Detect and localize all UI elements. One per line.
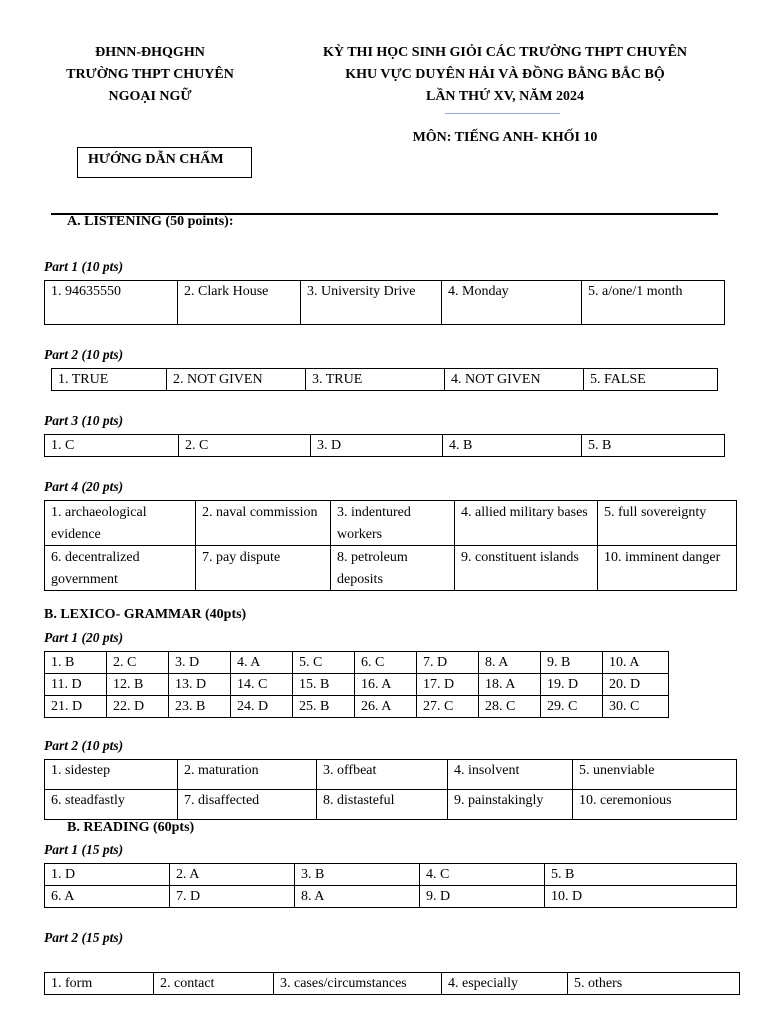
answer-cell: 4. especially xyxy=(442,973,568,995)
table-row xyxy=(45,501,737,546)
answer-cell: 2. C xyxy=(179,435,311,457)
listening-part2-title: Part 2 (10 pts) xyxy=(44,347,124,362)
answer-cell: 3. D xyxy=(169,652,231,674)
answer-cell: 5. full sovereignty xyxy=(598,501,737,546)
header-divider xyxy=(445,113,560,114)
answer-cell: 16. A xyxy=(355,674,417,696)
listening-part2-table xyxy=(51,368,718,391)
answer-cell: 1. TRUE xyxy=(52,369,167,391)
answer-cell: 7. pay dispute xyxy=(196,546,331,591)
lexico-part2-table xyxy=(44,759,737,820)
answer-cell: 30. C xyxy=(603,696,669,718)
table-row xyxy=(45,674,669,696)
answer-cell: 12. B xyxy=(107,674,169,696)
answer-cell: 4. A xyxy=(231,652,293,674)
answer-cell: 4. allied military bases xyxy=(455,501,598,546)
answer-cell: 25. B xyxy=(293,696,355,718)
answer-cell: 8. A xyxy=(295,886,420,908)
answer-cell: 27. C xyxy=(417,696,479,718)
answer-cell: 3. offbeat xyxy=(317,760,448,790)
answer-cell: 3. D xyxy=(311,435,443,457)
subject-title: MÔN: TIẾNG ANH- KHỐI 10 xyxy=(412,130,598,145)
answer-cell: 4. NOT GIVEN xyxy=(445,369,584,391)
exam-header-line: KỲ THI HỌC SINH GIỎI CÁC TRƯỜNG THPT CHUYÊN xyxy=(322,45,688,60)
reading-part2-title: Part 2 (15 pts) xyxy=(44,930,124,945)
answer-cell: 21. D xyxy=(45,696,107,718)
table-row xyxy=(45,760,737,790)
answer-cell: 4. C xyxy=(420,864,545,886)
answer-cell: 3. B xyxy=(295,864,420,886)
reading-part1-title: Part 1 (15 pts) xyxy=(44,842,124,857)
exam-header-line: LẦN THỨ XV, NĂM 2024 xyxy=(425,89,585,104)
answer-cell: 2. C xyxy=(107,652,169,674)
answer-cell: 2. Clark House xyxy=(178,281,301,325)
answer-cell: 20. D xyxy=(603,674,669,696)
answer-cell: 19. D xyxy=(541,674,603,696)
answer-cell: 10. imminent danger xyxy=(598,546,737,591)
answer-cell: 5. a/one/1 month xyxy=(582,281,725,325)
answer-cell: 5. others xyxy=(568,973,740,995)
answer-cell: 1. 94635550 xyxy=(45,281,178,325)
reading-section-title: B. READING (60pts) xyxy=(67,820,195,835)
answer-cell: 3. TRUE xyxy=(306,369,445,391)
answer-cell: 6. C xyxy=(355,652,417,674)
answer-cell: 2. naval commission xyxy=(196,501,331,546)
answer-cell: 1. D xyxy=(45,864,170,886)
answer-cell: 28. C xyxy=(479,696,541,718)
listening-part1-title: Part 1 (10 pts) xyxy=(44,259,124,274)
school-header-line: ĐHNN-ĐHQGHN xyxy=(95,45,205,60)
lexico-part2-title: Part 2 (10 pts) xyxy=(44,738,124,753)
answer-cell: 13. D xyxy=(169,674,231,696)
answer-cell: 3. indentured workers xyxy=(331,501,455,546)
answer-cell: 3. cases/circumstances xyxy=(274,973,442,995)
answer-cell: 9. painstakingly xyxy=(448,790,573,820)
table-row xyxy=(45,790,737,820)
answer-cell: 11. D xyxy=(45,674,107,696)
school-header xyxy=(40,42,260,108)
answer-cell: 14. C xyxy=(231,674,293,696)
answer-cell: 8. distasteful xyxy=(317,790,448,820)
listening-part3-table xyxy=(44,434,725,457)
school-header-line: NGOẠI NGỮ xyxy=(108,89,192,104)
answer-cell: 15. B xyxy=(293,674,355,696)
answer-cell: 7. disaffected xyxy=(178,790,317,820)
table-row xyxy=(45,652,669,674)
answer-cell: 22. D xyxy=(107,696,169,718)
answer-cell: 8. A xyxy=(479,652,541,674)
answer-cell: 1. form xyxy=(45,973,154,995)
answer-cell: 10. D xyxy=(545,886,737,908)
answer-cell: 29. C xyxy=(541,696,603,718)
answer-cell: 9. D xyxy=(420,886,545,908)
answer-cell: 5. FALSE xyxy=(584,369,718,391)
answer-cell: 9. B xyxy=(541,652,603,674)
answer-cell: 23. B xyxy=(169,696,231,718)
lexico-part1-title: Part 1 (20 pts) xyxy=(44,630,124,645)
answer-cell: 7. D xyxy=(170,886,295,908)
table-row xyxy=(45,973,740,995)
reading-part2-table xyxy=(44,972,740,995)
table-row xyxy=(45,281,725,325)
answer-cell: 17. D xyxy=(417,674,479,696)
listening-part1-table xyxy=(44,280,725,325)
answer-cell: 18. A xyxy=(479,674,541,696)
lexico-section-title: B. LEXICO- GRAMMAR (40pts) xyxy=(44,607,247,622)
reading-part1-table xyxy=(44,863,737,908)
answer-cell: 8. petroleum deposits xyxy=(331,546,455,591)
answer-cell: 3. University Drive xyxy=(301,281,442,325)
answer-cell: 4. B xyxy=(443,435,582,457)
answer-cell: 1. B xyxy=(45,652,107,674)
answer-cell: 26. A xyxy=(355,696,417,718)
answer-cell: 5. unenviable xyxy=(573,760,737,790)
answer-cell: 5. C xyxy=(293,652,355,674)
exam-header-line: KHU VỰC DUYÊN HẢI VÀ ĐỒNG BẰNG BẮC BỘ xyxy=(345,67,665,82)
table-row xyxy=(52,369,718,391)
answer-cell: 2. maturation xyxy=(178,760,317,790)
answer-cell: 7. D xyxy=(417,652,479,674)
answer-cell: 6. steadfastly xyxy=(45,790,178,820)
answer-cell: 6. decentralized government xyxy=(45,546,196,591)
exam-header xyxy=(290,42,720,108)
table-row xyxy=(45,864,737,886)
answer-cell: 6. A xyxy=(45,886,170,908)
table-row xyxy=(45,886,737,908)
listening-part3-title: Part 3 (10 pts) xyxy=(44,413,124,428)
school-header-line: TRƯỜNG THPT CHUYÊN xyxy=(66,67,234,82)
answer-cell: 2. A xyxy=(170,864,295,886)
answer-cell: 9. constituent islands xyxy=(455,546,598,591)
answer-cell: 1. C xyxy=(45,435,179,457)
listening-part4-title: Part 4 (20 pts) xyxy=(44,479,124,494)
answer-cell: 10. ceremonious xyxy=(573,790,737,820)
lexico-part1-table xyxy=(44,651,669,718)
answer-cell: 1. sidestep xyxy=(45,760,178,790)
table-row xyxy=(45,546,737,591)
answer-cell: 24. D xyxy=(231,696,293,718)
answer-cell: 5. B xyxy=(545,864,737,886)
answer-cell: 1. archaeological evidence xyxy=(45,501,196,546)
answer-cell: 2. NOT GIVEN xyxy=(167,369,306,391)
answer-cell: 4. insolvent xyxy=(448,760,573,790)
answer-cell: 2. contact xyxy=(154,973,274,995)
answer-cell: 5. B xyxy=(582,435,725,457)
table-row xyxy=(45,696,669,718)
table-row xyxy=(45,435,725,457)
answer-cell: 4. Monday xyxy=(442,281,582,325)
answer-cell: 10. A xyxy=(603,652,669,674)
listening-part4-table xyxy=(44,500,737,591)
answer-key-label: HƯỚNG DẪN CHẤM xyxy=(77,147,252,178)
listening-section-title: A. LISTENING (50 points): xyxy=(67,214,234,229)
